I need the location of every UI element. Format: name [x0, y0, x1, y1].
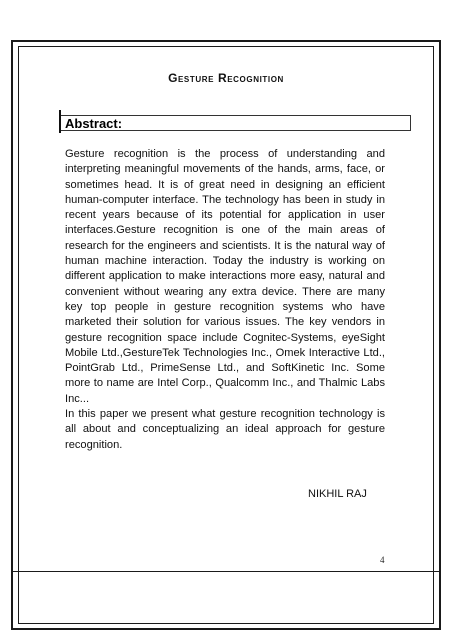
abstract-paragraph-2: In this paper we present what gesture recognition technology is all about and conceptualizing an ideal approach for gesture recognition. [65, 408, 385, 451]
abstract-body [65, 147, 385, 453]
page-title: Gesture Recognition [168, 71, 284, 85]
abstract-paragraph-1: Gesture recognition is the process of understanding and interpreting meaningful movements of the hands, arms, face, or sometimes head. It is of great need in designing an efficient human-computer interface. The technology has been in study in recent years because of its potential for application in user interfaces.Gesture recognition is one of the main areas of research for the engineers and scientists. It is the natural way of human machine interaction. Today the industry is working on different application to make interactions more easy, natural and convenient without wearing any extra device. There are many key top people in gesture recognition systems who have marketed their solution for various issues. The key vendors in gesture recognition space include Cognitec-Systems, eyeSight Mobile Ltd.,GestureTek Technologies Inc., Omek Interactive Ltd., PointGrab Ltd., PrimeSense Ltd., and SoftKinetic Inc. Some more to name are Intel Corp., Qualcomm Inc., and Thalmic Labs Inc... [65, 148, 385, 405]
abstract-heading: Abstract: [65, 116, 123, 131]
author-name: NIKHIL RAJ [308, 488, 367, 500]
footer-rule [12, 571, 440, 572]
abstract-heading-marker [59, 110, 61, 133]
page-number: 4 [380, 555, 385, 565]
